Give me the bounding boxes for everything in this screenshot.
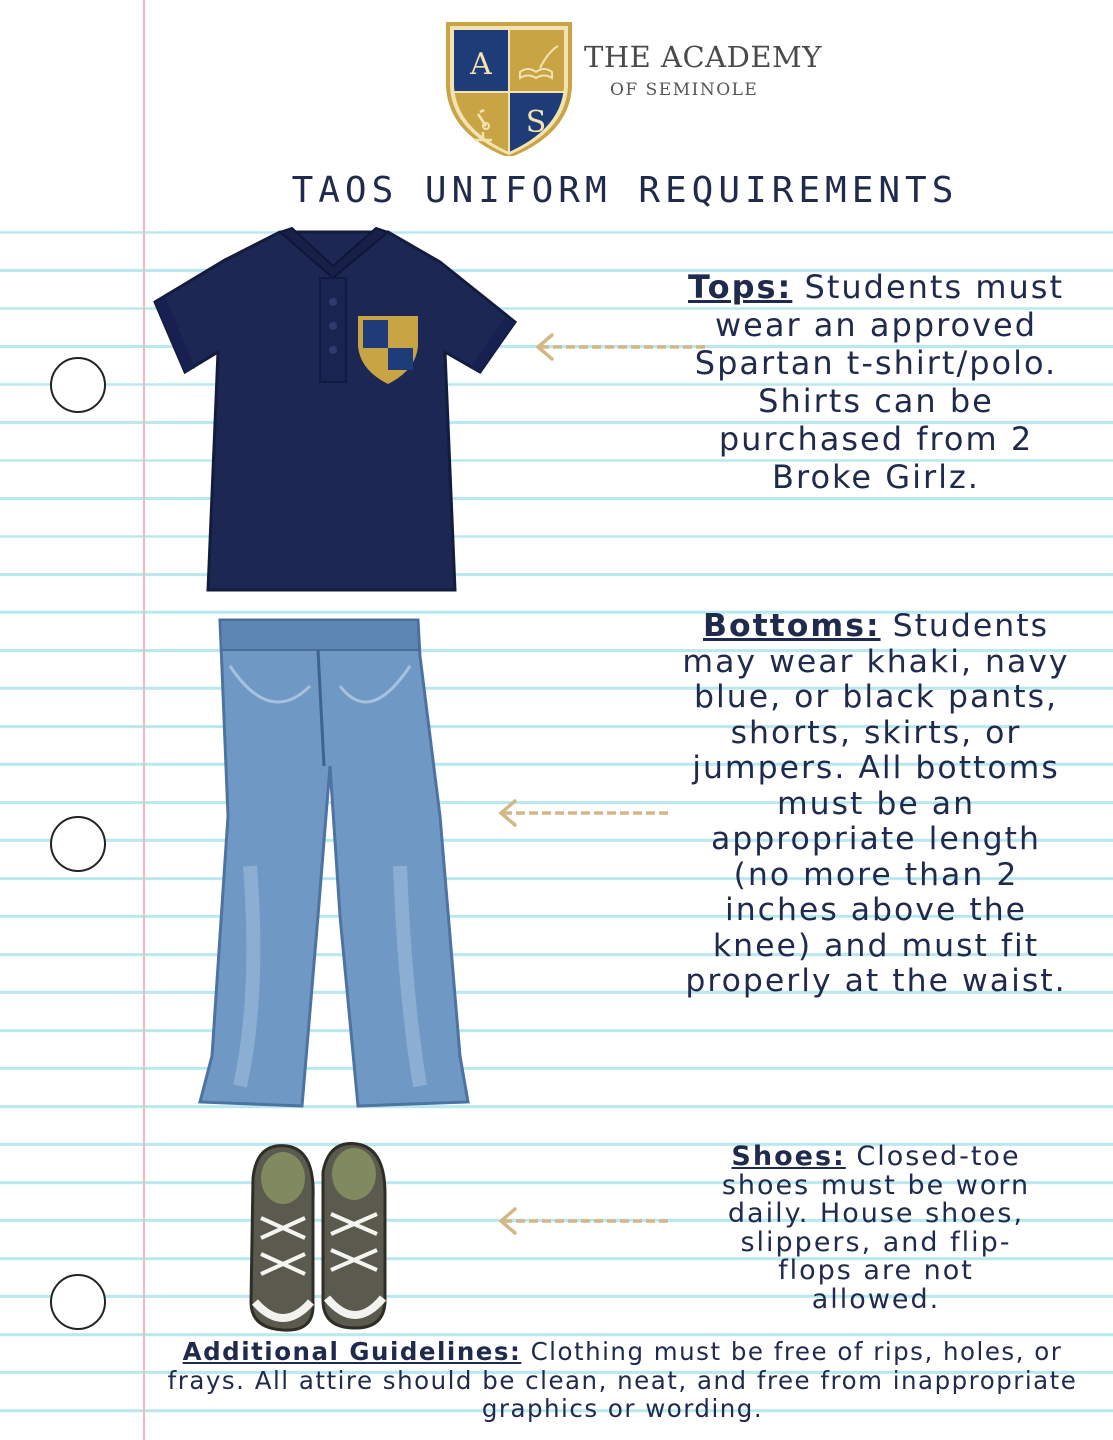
margin-line [143,0,145,1440]
binder-hole [50,1274,106,1330]
jeans-image [190,616,480,1120]
additional-guidelines-text: Clothing must be free of rips, holes, or frays. All attire should be clean, neat, and free from inappropriate graphics or wording. [167,1337,1078,1423]
binder-hole [50,816,106,872]
academy-subname: OF SEMINOLE [610,80,759,100]
bottoms-text: Students may wear khaki, navy blue, or black pants, shorts, skirts, or jumpers. All bottoms must be an appropriate length (no more than 2 inches above the knee) and must fit properly at the waist. [682,608,1070,999]
bottoms-heading: Bottoms: [702,608,881,644]
shoes-heading: Shoes: [731,1141,846,1172]
binder-hole [50,357,106,413]
additional-guidelines [150,1338,1095,1424]
shield-letter-s: S [525,105,547,140]
academy-name: THE ACADEMY [584,40,822,74]
shoes-text: Closed-toe shoes must be worn daily. House shoes, slippers, and flip-flops are not allowed. [721,1141,1031,1315]
tops-text: Students must wear an approved Spartan t-shirt/polo. Shirts can be purchased from 2 Broke Girlz. [694,268,1064,496]
tops-heading: Tops: [688,268,793,306]
bottoms-description [680,609,1072,1000]
additional-guidelines-heading: Additional Guidelines: [182,1337,522,1366]
page-title: TAOS UNIFORM REQUIREMENTS [291,170,959,211]
shoes-description [710,1143,1042,1315]
arrow-left-icon [497,1204,672,1242]
academy-shield-logo [444,16,574,156]
arrow-left-icon [497,796,672,834]
shield-letter-a: A [470,47,492,82]
tops-description [680,268,1072,496]
polo-shirt-image [150,222,520,606]
sneakers-image [243,1138,393,1338]
